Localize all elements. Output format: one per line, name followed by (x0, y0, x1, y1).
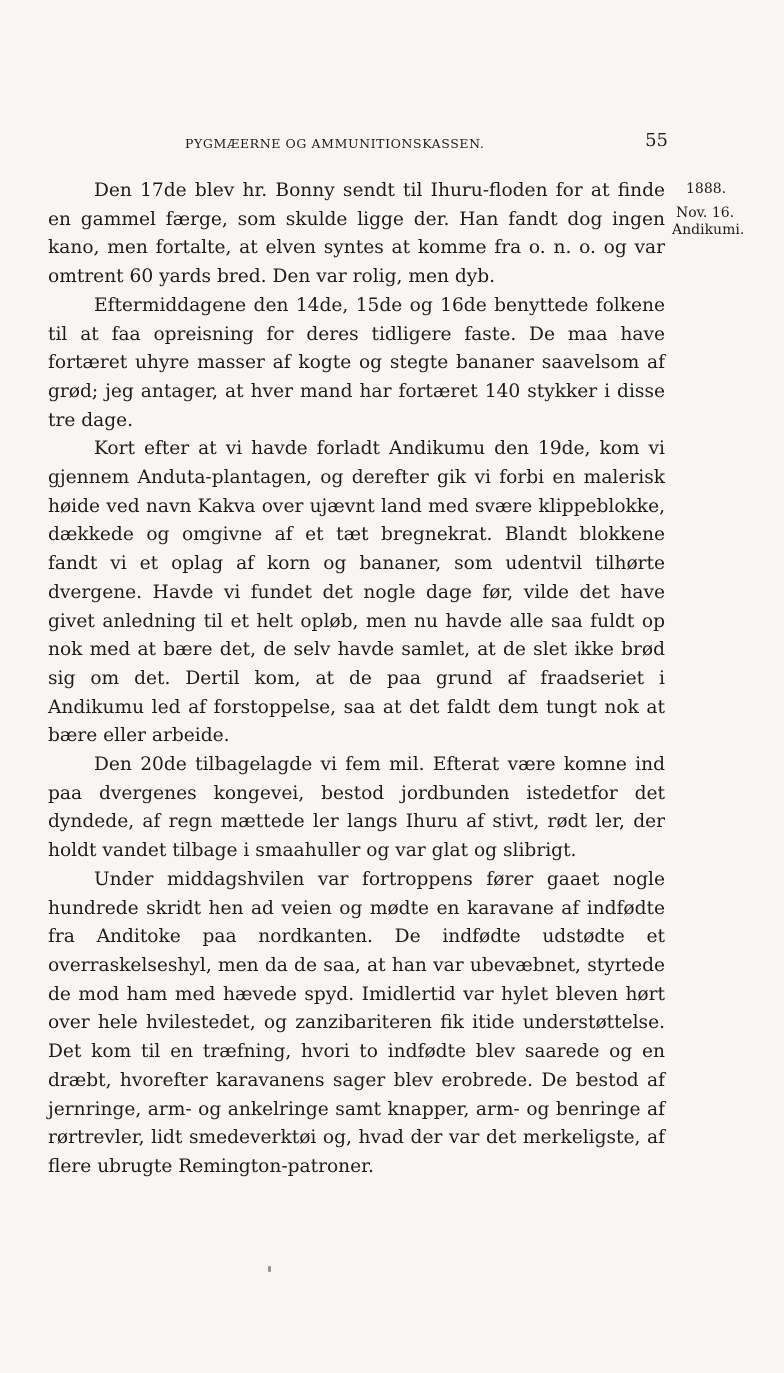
paragraph: Under middagshvilen var fortroppens fører gaaet nogle hundrede skridt hen ad veien og mødte en karavane af indfødte fra Anditoke paa nordkanten. De indfødte udstødte et overraskelseshyl, men da de saa, at han var ubevæbnet, styrtede de mod ham med hævede spyd. Imidlertid var hylet bleven hørt over hele hvilestedet, og zanzibariteren fik itide understøttelse. Det kom til en træfning, hvori to indfødte blev saarede og en dræbt, hvorefter karavanens sager blev erobrede. De bestod af jernringe, arm- og ankelringe samt knapper, arm- og benringe af rørtrevler, lidt smedeverktøi og, hvad der var det merkeligste, af flere ubrugte Remington-patroner. (48, 868, 665, 1177)
margin-note-year: 1888. (686, 181, 727, 197)
running-title: PYGMÆERNE OG AMMUNITIONSKASSEN. (185, 136, 485, 151)
margin-note-date: Nov. 16. (676, 205, 735, 221)
paragraph: Den 17de blev hr. Bonny sendt til Ihuru-floden for at finde en gammel færge, som skulde ligge der. Han fandt dog ingen kano, men fortalte, at elven syntes at komme fra o. n. o. og var omtrent 60 yards bred. Den var rolig, men dyb. (48, 180, 665, 288)
ink-mark (268, 1266, 271, 1272)
paragraph: Den 20de tilbagelagde vi fem mil. Efterat være komne ind paa dvergenes kongevei, bestod jordbunden istedetfor det dyndede, af regn mættede ler langs Ihuru af stivt, rødt ler, der holdt vandet tilbage i smaahuller og var glat og slibrigt. (48, 754, 665, 862)
margin-note-place: Andikumi. (672, 222, 745, 238)
page-number: 55 (645, 130, 668, 151)
running-header (48, 132, 668, 152)
body-text (48, 177, 665, 1182)
paragraph: Kort efter at vi havde forladt Andikumu den 19de, kom vi gjennem Anduta-plantagen, og derefter gik vi forbi en malerisk høide ved navn Kakva over ujævnt land med svære klippeblokke, dækkede og omgivne af et tæt bregnekrat. Blandt blokkene fandt vi et oplag af korn og bananer, som udentvil tilhørte dvergene. Havde vi fundet det nogle dage før, vilde det have givet anledning til et helt opløb, men nu havde alle saa fuldt op nok med at bære det, de selv havde samlet, at de slet ikke brød sig om det. Dertil kom, at de paa grund af fraadseriet i Andikumu led af forstoppelse, saa at det faldt dem tungt nok at bære eller arbeide. (48, 438, 665, 747)
paragraph: Eftermiddagene den 14de, 15de og 16de benyttede folkene til at faa opreisning for deres tidligere faste. De maa have fortæret uhyre masser af kogte og stegte bananer saavelsom af grød; jeg antager, at hver mand har fortæret 140 stykker i disse tre dage. (48, 294, 665, 431)
